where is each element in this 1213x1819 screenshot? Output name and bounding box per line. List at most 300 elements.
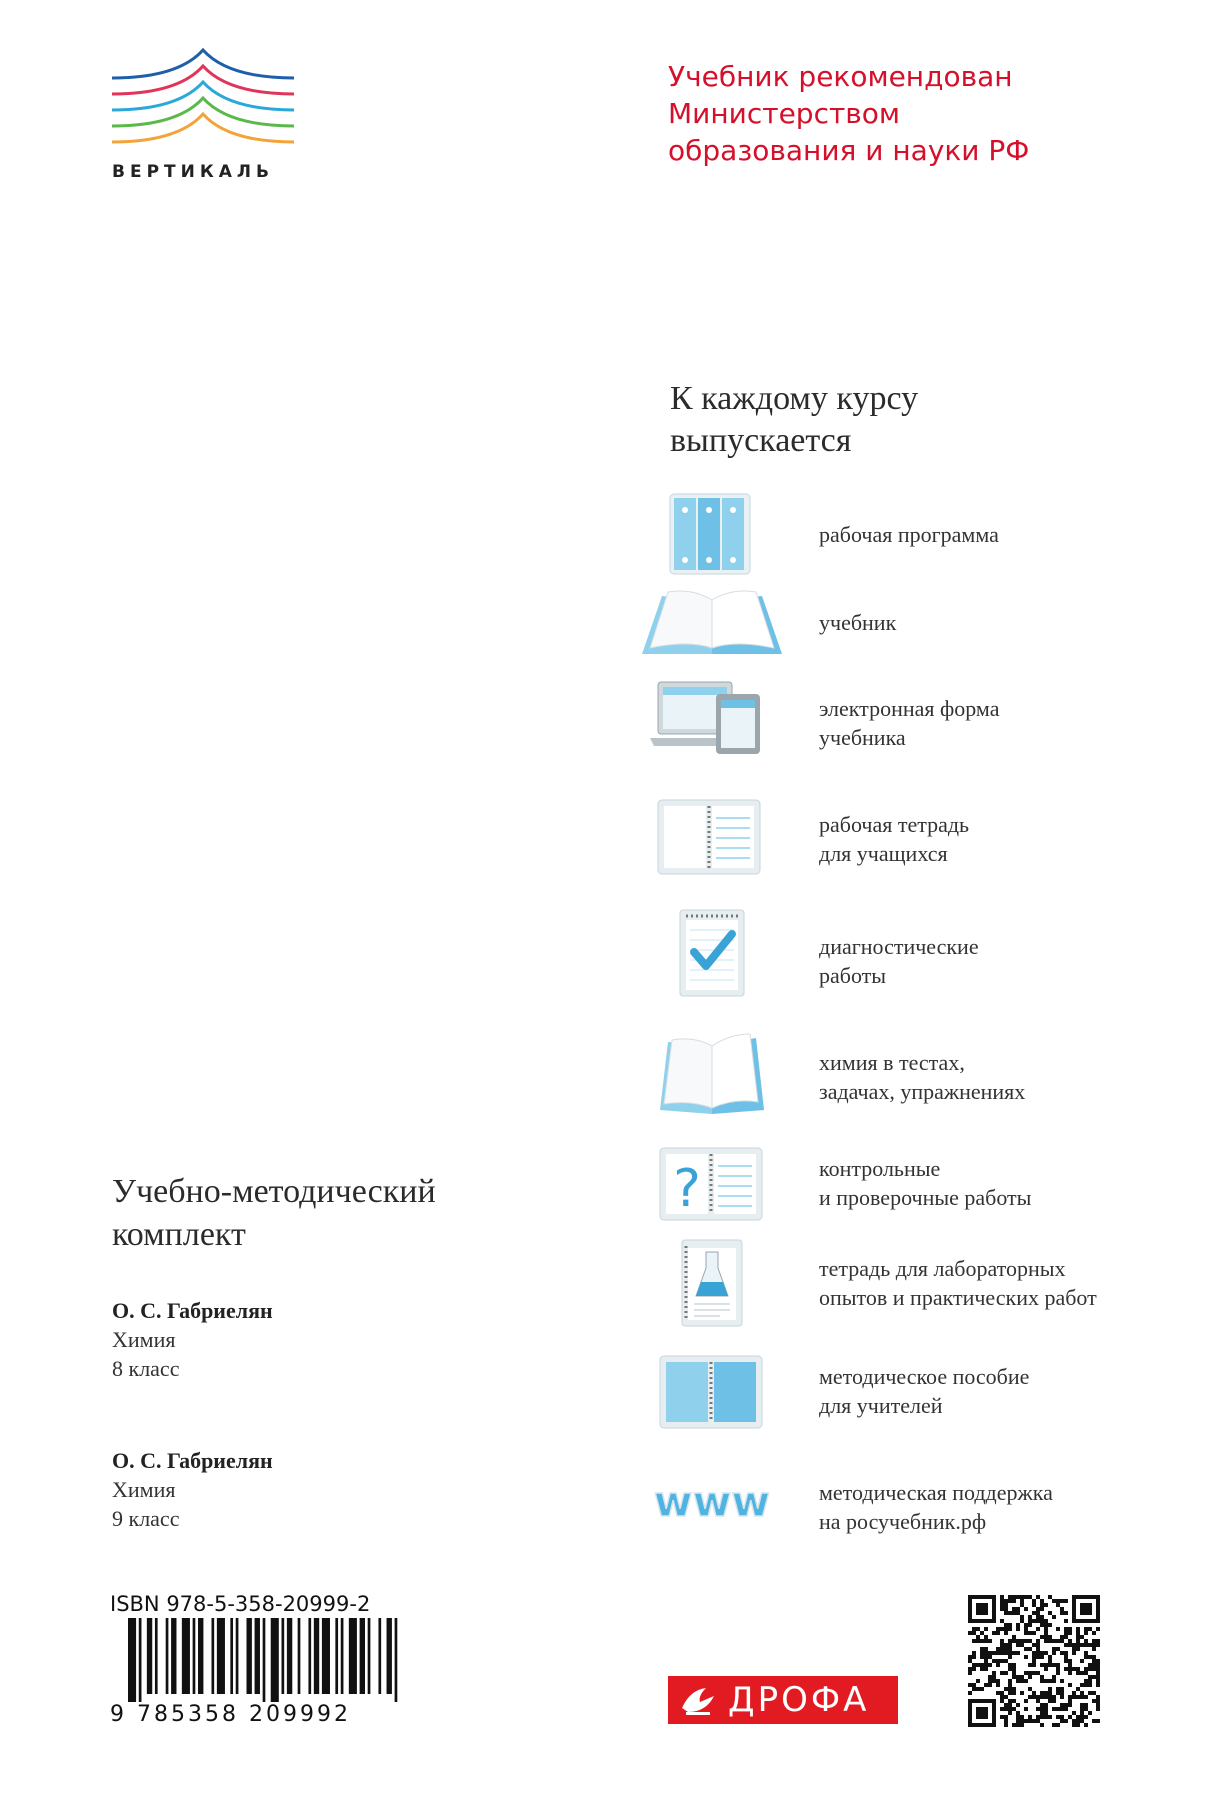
qr-module — [1008, 1643, 1012, 1647]
qr-module — [992, 1651, 996, 1655]
qr-module — [1048, 1611, 1052, 1615]
qr-module — [1072, 1711, 1076, 1715]
qr-module — [1016, 1675, 1020, 1679]
qr-module — [1048, 1659, 1052, 1663]
qr-module — [1076, 1671, 1080, 1675]
qr-module — [1032, 1671, 1036, 1675]
qr-module — [996, 1683, 1000, 1687]
barcode-bar — [360, 1618, 365, 1694]
qr-module — [1008, 1595, 1012, 1599]
qr-module — [1056, 1691, 1060, 1695]
qr-module — [1096, 1699, 1100, 1703]
qr-module — [1032, 1659, 1036, 1663]
qr-module — [1024, 1707, 1028, 1711]
item-label-line: контрольные — [819, 1156, 941, 1181]
qr-module — [1088, 1679, 1092, 1683]
qr-module — [1040, 1599, 1044, 1603]
item-label-line: и проверочные работы — [819, 1185, 1032, 1210]
qr-module — [968, 1667, 972, 1671]
qr-module — [1048, 1623, 1052, 1627]
recommendation-line: Учебник рекомендован — [668, 60, 1013, 93]
qr-module — [1008, 1599, 1012, 1603]
qr-module — [1004, 1651, 1008, 1655]
qr-module — [1024, 1595, 1028, 1599]
qr-module — [1024, 1719, 1028, 1723]
qr-module — [1076, 1627, 1080, 1631]
qr-module — [1012, 1699, 1016, 1703]
qr-module — [1056, 1599, 1060, 1603]
qr-module — [1004, 1627, 1008, 1631]
qr-module — [1076, 1631, 1080, 1635]
qr-module — [1080, 1683, 1084, 1687]
qr-module — [1052, 1707, 1056, 1711]
qr-module — [1028, 1675, 1032, 1679]
barcode-bar — [128, 1618, 136, 1702]
qr-module — [1092, 1675, 1096, 1679]
teacher-notebook-icon — [640, 1352, 790, 1442]
qr-module — [1020, 1679, 1024, 1683]
qr-module — [1044, 1663, 1048, 1667]
qr-module — [1000, 1699, 1004, 1703]
qr-module — [992, 1675, 996, 1679]
qr-module — [1016, 1623, 1020, 1627]
qr-module — [1032, 1611, 1036, 1615]
qr-module — [1060, 1703, 1064, 1707]
qr-module — [1084, 1679, 1088, 1683]
list-title-line: выпускается — [670, 422, 852, 459]
qr-module — [1052, 1699, 1056, 1703]
qr-module — [996, 1647, 1000, 1651]
qr-module — [1080, 1659, 1084, 1663]
qr-module — [1028, 1715, 1032, 1719]
recommendation-line: образования и науки РФ — [668, 134, 1030, 167]
qr-module — [1080, 1719, 1084, 1723]
qr-module — [1072, 1667, 1076, 1671]
qr-module — [1008, 1683, 1012, 1687]
qr-module — [1044, 1619, 1048, 1623]
qr-module — [984, 1647, 988, 1651]
qr-module — [1084, 1707, 1088, 1711]
qr-module — [1020, 1715, 1024, 1719]
qr-module — [1080, 1643, 1084, 1647]
list-item-support — [640, 1468, 1200, 1558]
qr-module — [1032, 1655, 1036, 1659]
qr-module — [1036, 1595, 1040, 1599]
qr-module — [968, 1671, 972, 1675]
qr-module — [976, 1663, 980, 1667]
qr-module — [1008, 1667, 1012, 1671]
recommendation-text — [668, 58, 1148, 169]
qr-module — [1012, 1671, 1016, 1675]
qr-module — [1072, 1643, 1076, 1647]
qr-module — [1004, 1707, 1008, 1711]
qr-module — [1000, 1639, 1004, 1643]
qr-module — [1004, 1695, 1008, 1699]
qr-module — [1016, 1715, 1020, 1719]
qr-module — [1048, 1655, 1052, 1659]
qr-module — [1032, 1691, 1036, 1695]
qr-module — [972, 1687, 976, 1691]
qr-module — [1092, 1639, 1096, 1643]
qr-module — [1068, 1671, 1072, 1675]
qr-module — [972, 1631, 976, 1635]
qr-module — [1028, 1595, 1032, 1599]
qr-module — [980, 1667, 984, 1671]
barcode-bar — [282, 1618, 285, 1694]
list-item-lab — [640, 1238, 1200, 1328]
qr-module — [1004, 1659, 1008, 1663]
qr-module — [1040, 1691, 1044, 1695]
qr-module — [1004, 1647, 1008, 1651]
qr-module — [1060, 1639, 1064, 1643]
qr-module — [1064, 1655, 1068, 1659]
barcode-bar — [230, 1618, 233, 1694]
qr-module — [1000, 1691, 1004, 1695]
qr-module — [1036, 1715, 1040, 1719]
qr-module — [1028, 1623, 1032, 1627]
qr-module — [992, 1659, 996, 1663]
qr-module — [1036, 1651, 1040, 1655]
qr-module — [1088, 1683, 1092, 1687]
qr-module — [1080, 1707, 1084, 1711]
qr-module — [1056, 1647, 1060, 1651]
qr-module — [1000, 1603, 1004, 1607]
qr-module — [980, 1631, 984, 1635]
qr-module — [1080, 1671, 1084, 1675]
qr-module — [1040, 1663, 1044, 1667]
qr-module — [1048, 1687, 1052, 1691]
qr-module — [1056, 1667, 1060, 1671]
qr-module — [1068, 1659, 1072, 1663]
qr-code-icon — [968, 1595, 1100, 1727]
qr-module — [1004, 1715, 1008, 1719]
qr-module — [1036, 1707, 1040, 1711]
qr-module — [972, 1683, 976, 1687]
qr-module — [1016, 1723, 1020, 1727]
qr-module — [1068, 1695, 1072, 1699]
qr-module — [1096, 1703, 1100, 1707]
qr-module — [1048, 1695, 1052, 1699]
qr-module — [1008, 1711, 1012, 1715]
qr-module — [1076, 1647, 1080, 1651]
qr-module — [1056, 1715, 1060, 1719]
barcode-bar — [335, 1618, 338, 1694]
barcode-bar — [287, 1618, 292, 1694]
open-book-icon — [640, 578, 790, 668]
qr-module — [1028, 1631, 1032, 1635]
qr-module — [972, 1663, 976, 1667]
qr-module — [1064, 1651, 1068, 1655]
barcode-bar — [211, 1618, 214, 1694]
barcode-bar — [322, 1618, 330, 1694]
kit-title-line: Учебно-методический — [112, 1173, 436, 1210]
list-item-workbook — [640, 792, 1200, 882]
qr-module — [1032, 1719, 1036, 1723]
qr-module — [1076, 1635, 1080, 1639]
laptop-tablet-icon — [640, 676, 790, 766]
qr-module — [988, 1651, 992, 1655]
qr-module — [1020, 1675, 1024, 1679]
item-label-line: рабочая программа — [819, 522, 999, 547]
qr-module — [1060, 1715, 1064, 1719]
qr-module — [1040, 1679, 1044, 1683]
qr-module — [1016, 1627, 1020, 1631]
qr-module — [1032, 1603, 1036, 1607]
qr-module — [1056, 1639, 1060, 1643]
qr-module — [1016, 1643, 1020, 1647]
item-label-line: тетрадь для лабораторных — [819, 1256, 1066, 1281]
book-grade: 8 класс — [112, 1356, 180, 1381]
item-label-line: рабочая тетрадь — [819, 812, 970, 837]
qr-module — [1044, 1695, 1048, 1699]
qr-module — [1044, 1627, 1048, 1631]
qr-module — [1084, 1643, 1088, 1647]
qr-module — [1080, 1711, 1084, 1715]
qr-module — [1096, 1643, 1100, 1647]
qr-module — [1040, 1655, 1044, 1659]
qr-module — [1012, 1607, 1016, 1611]
qr-module — [1064, 1719, 1068, 1723]
qr-module — [1032, 1631, 1036, 1635]
qr-module — [1040, 1723, 1044, 1727]
qr-module — [1016, 1719, 1020, 1723]
qr-module — [1060, 1651, 1064, 1655]
qr-module — [996, 1651, 1000, 1655]
qr-module — [1036, 1655, 1040, 1659]
barcode-bar — [236, 1618, 239, 1694]
qr-module — [1084, 1627, 1088, 1631]
qr-module — [1004, 1607, 1008, 1611]
qr-module — [1060, 1679, 1064, 1683]
barcode-bar — [314, 1618, 319, 1694]
qr-module — [1032, 1663, 1036, 1667]
qr-module — [1012, 1667, 1016, 1671]
barcode-bar — [395, 1618, 398, 1702]
qr-module — [1000, 1647, 1004, 1651]
qr-module — [1008, 1655, 1012, 1659]
list-item-control — [640, 1144, 1200, 1234]
qr-module — [1000, 1651, 1004, 1655]
qr-module — [1004, 1687, 1008, 1691]
qr-module — [1096, 1683, 1100, 1687]
qr-module — [1036, 1639, 1040, 1643]
qr-module — [1036, 1607, 1040, 1611]
qr-module — [1084, 1651, 1088, 1655]
qr-module — [1040, 1707, 1044, 1711]
qr-module — [1024, 1655, 1028, 1659]
item-label-line: учебника — [819, 725, 906, 750]
qr-module — [1052, 1679, 1056, 1683]
qr-module — [1016, 1595, 1020, 1599]
www-icon — [640, 1468, 790, 1558]
kit-book — [112, 1296, 273, 1383]
list-title-line: К каждому курсу — [670, 380, 919, 417]
qr-module — [1000, 1695, 1004, 1699]
qr-module — [1060, 1599, 1064, 1603]
qr-module — [1052, 1639, 1056, 1643]
qr-module — [1044, 1623, 1048, 1627]
qr-module — [1072, 1719, 1076, 1723]
qr-module — [1056, 1687, 1060, 1691]
qr-module — [1088, 1627, 1092, 1631]
qr-module — [1056, 1723, 1060, 1727]
qr-module — [1064, 1667, 1068, 1671]
item-label-line: работы — [819, 963, 887, 988]
qr-module — [1092, 1691, 1096, 1695]
qr-module — [1096, 1707, 1100, 1711]
qr-module — [1028, 1695, 1032, 1699]
qr-module — [1060, 1719, 1064, 1723]
qr-module — [1020, 1643, 1024, 1647]
qr-module — [1084, 1655, 1088, 1659]
qr-module — [1040, 1619, 1044, 1623]
qr-module — [1048, 1715, 1052, 1719]
qr-module — [1072, 1647, 1076, 1651]
qr-module — [988, 1683, 992, 1687]
barcode-bar — [349, 1618, 357, 1694]
qr-module — [1080, 1703, 1084, 1707]
qr-module — [1068, 1631, 1072, 1635]
qr-module — [1064, 1627, 1068, 1631]
qr-module — [1000, 1659, 1004, 1663]
qr-module — [1020, 1723, 1024, 1727]
qr-module — [1008, 1611, 1012, 1615]
qr-module — [1020, 1599, 1024, 1603]
qr-module — [1008, 1699, 1012, 1703]
qr-module — [976, 1639, 980, 1643]
qr-module — [1008, 1687, 1012, 1691]
qr-module — [1000, 1619, 1004, 1623]
qr-module — [980, 1655, 984, 1659]
qr-module — [1000, 1627, 1004, 1631]
barcode-bar — [139, 1618, 142, 1702]
barcode-bar — [198, 1618, 203, 1694]
qr-module — [1040, 1607, 1044, 1611]
qr-module — [1068, 1643, 1072, 1647]
qr-module — [1024, 1607, 1028, 1611]
qr-module — [1024, 1647, 1028, 1651]
qr-module — [1084, 1695, 1088, 1699]
series-name: ВЕРТИКАЛЬ — [112, 162, 274, 182]
qr-module — [1028, 1671, 1032, 1675]
qr-module — [1076, 1643, 1080, 1647]
qr-module — [1032, 1599, 1036, 1603]
qr-module — [1044, 1703, 1048, 1707]
barcode-bar — [271, 1618, 279, 1702]
qr-module — [1028, 1639, 1032, 1643]
qr-module — [1028, 1647, 1032, 1651]
qr-module — [1012, 1599, 1016, 1603]
qr-module — [1044, 1631, 1048, 1635]
barcode-bar — [341, 1618, 344, 1694]
qr-module — [1096, 1659, 1100, 1663]
qr-module — [1064, 1635, 1068, 1639]
item-label-line: методическая поддержка — [819, 1480, 1053, 1505]
qr-module — [1084, 1631, 1088, 1635]
qr-module — [1008, 1679, 1012, 1683]
qr-module — [1076, 1687, 1080, 1691]
qr-module — [1024, 1639, 1028, 1643]
qr-module — [1096, 1667, 1100, 1671]
qr-module — [1092, 1643, 1096, 1647]
barcode-bar — [255, 1618, 260, 1694]
barcode-bar — [217, 1618, 225, 1694]
vertikal-logo — [108, 46, 298, 186]
qr-module — [1060, 1635, 1064, 1639]
qr-module — [1004, 1611, 1008, 1615]
qr-module — [1064, 1707, 1068, 1711]
qr-module — [1080, 1695, 1084, 1699]
qr-module — [1024, 1623, 1028, 1627]
qr-module — [1060, 1687, 1064, 1691]
qr-module — [1096, 1639, 1100, 1643]
qr-module — [1068, 1715, 1072, 1719]
barcode-icon — [128, 1618, 400, 1702]
item-label-line: задачах, упражнениях — [819, 1079, 1026, 1104]
qr-module — [980, 1651, 984, 1655]
kit-book — [112, 1446, 273, 1533]
qr-module — [1008, 1639, 1012, 1643]
qr-module — [1028, 1615, 1032, 1619]
question-notebook-icon — [640, 1144, 790, 1234]
qr-module — [1000, 1595, 1004, 1599]
qr-module — [1072, 1723, 1076, 1727]
qr-module — [1044, 1635, 1048, 1639]
qr-module — [1068, 1663, 1072, 1667]
qr-module — [984, 1639, 988, 1643]
qr-module — [1088, 1691, 1092, 1695]
qr-module — [976, 1679, 980, 1683]
qr-module — [1072, 1691, 1076, 1695]
qr-module — [1044, 1639, 1048, 1643]
qr-module — [1028, 1719, 1032, 1723]
qr-module — [1064, 1643, 1068, 1647]
qr-module — [1076, 1695, 1080, 1699]
qr-module — [1088, 1711, 1092, 1715]
qr-module — [1012, 1635, 1016, 1639]
qr-module — [996, 1663, 1000, 1667]
barcode-bar — [378, 1618, 381, 1694]
qr-module — [1060, 1695, 1064, 1699]
qr-module — [1048, 1635, 1052, 1639]
qr-module — [1008, 1663, 1012, 1667]
barcode-bar — [387, 1618, 392, 1694]
qr-module — [1004, 1703, 1008, 1707]
kit-title — [112, 1170, 436, 1256]
qr-module — [988, 1655, 992, 1659]
qr-module — [972, 1639, 976, 1643]
qr-module — [1020, 1639, 1024, 1643]
qr-module — [1028, 1663, 1032, 1667]
qr-module — [1072, 1695, 1076, 1699]
qr-module — [1052, 1615, 1056, 1619]
qr-module — [1084, 1667, 1088, 1671]
qr-module — [1072, 1651, 1076, 1655]
qr-module — [1096, 1663, 1100, 1667]
qr-module — [984, 1635, 988, 1639]
qr-module — [1008, 1651, 1012, 1655]
qr-module — [1012, 1595, 1016, 1599]
qr-module — [1040, 1711, 1044, 1715]
qr-module — [1080, 1635, 1084, 1639]
qr-module — [980, 1647, 984, 1651]
qr-module — [1012, 1651, 1016, 1655]
qr-module — [1048, 1699, 1052, 1703]
qr-module — [996, 1631, 1000, 1635]
qr-module — [1032, 1651, 1036, 1655]
qr-module — [1004, 1603, 1008, 1607]
qr-module — [972, 1655, 976, 1659]
